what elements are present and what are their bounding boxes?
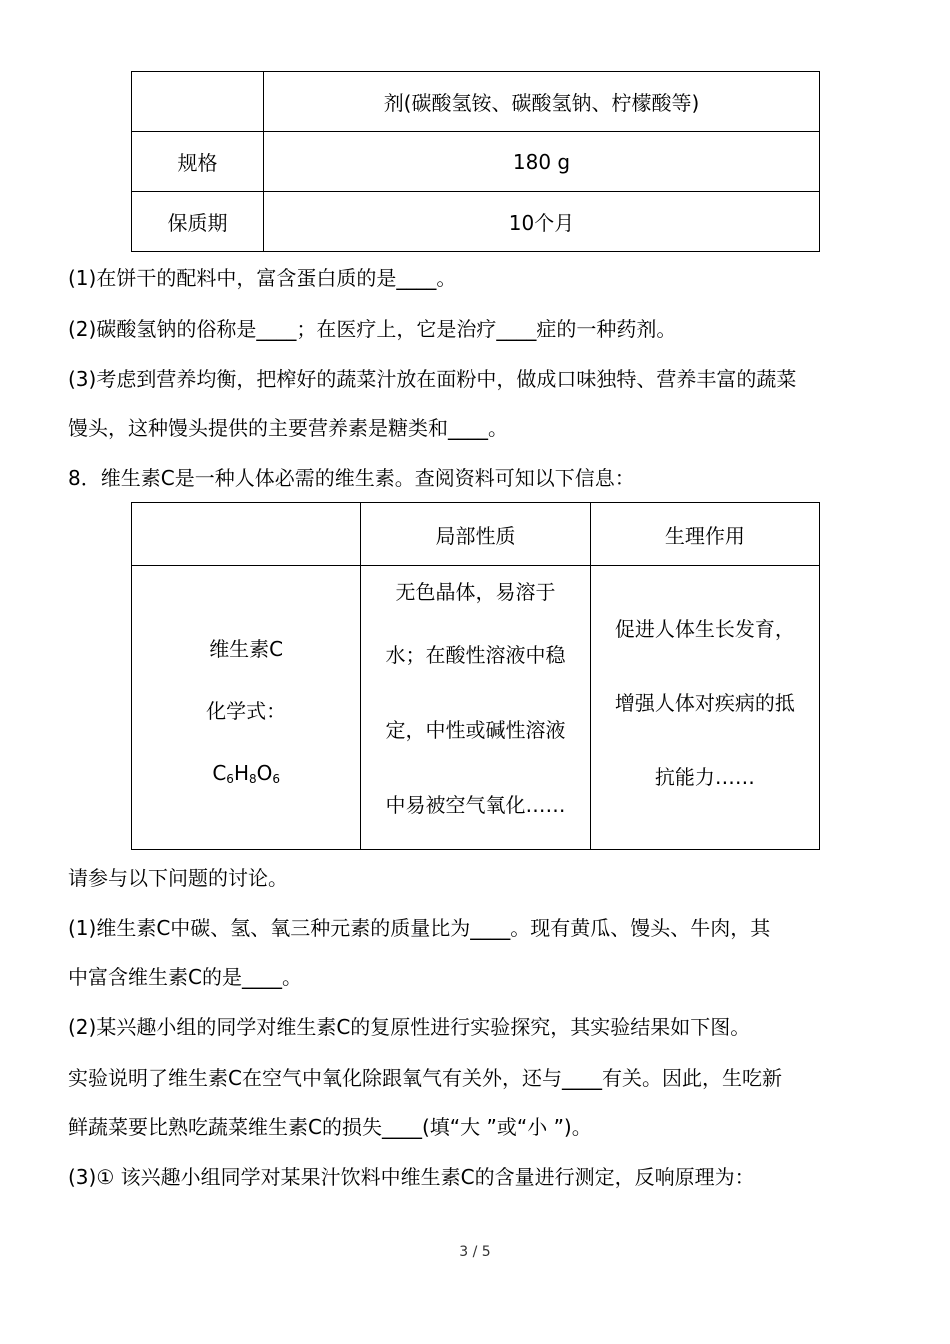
table-row [132, 566, 820, 850]
text-line: 定，中性或碱性溶液 [385, 718, 566, 742]
table-cell: 剂(碳酸氢铵、碳酸氢钠、柠檬酸等) [264, 72, 820, 132]
text-line: 无色晶体，易溶于 [395, 580, 556, 604]
text-line: 增强人体对疾病的抵 [614, 690, 795, 715]
text-line: 水；在酸性溶液中稳 [385, 643, 566, 667]
question-line: 鲜蔬菜要比熟吃蔬菜维生素C的损失____(填“大 ”或“小 ”)。 [68, 1115, 592, 1139]
page-number: 3 / 5 [459, 1244, 491, 1260]
name-cell [132, 566, 361, 850]
table-cell: 保质期 [132, 192, 264, 252]
table-row [132, 72, 820, 132]
properties-cell [361, 566, 590, 850]
table-cell: 180 g [264, 132, 820, 192]
table-cell [132, 72, 264, 132]
question-line: (1)维生素C中碳、氢、氧三种元素的质量比为____。现有黄瓜、馒头、牛肉，其 [68, 916, 771, 940]
chemical-formula: $C_6H_8O_6$ [212, 760, 281, 786]
question-line: (3)考虑到营养均衡，把榨好的蔬菜汁放在面粉中，做成口味独特、营养丰富的蔬菜 [68, 367, 797, 391]
table-cell: 10个月 [264, 192, 820, 252]
question-line: (2)某兴趣小组的同学对维生素C的复原性进行实验探究，其实验结果如下图。 [68, 1015, 751, 1039]
function-cell [590, 566, 819, 850]
question-line: (3)① 该兴趣小组同学对某果汁饮料中维生素C的含量进行测定，反响原理为： [68, 1165, 755, 1189]
question-line: (2)碳酸氢钠的俗称是____；在医疗上，它是治疗____症的一种药剂。 [68, 317, 677, 341]
formula-label: 化学式： [206, 698, 287, 723]
question-line: 馒头，这种馒头提供的主要营养素是糖类和____。 [68, 416, 508, 440]
table-header-cell: 局部性质 [361, 503, 590, 566]
table-header-row [132, 503, 820, 566]
text-line: 抗能力…… [654, 764, 755, 789]
question-line: 请参与以下问题的讨论。 [68, 866, 288, 890]
vitamin-name: 维生素C [209, 636, 284, 661]
question-line: 实验说明了维生素C在空气中氧化除跟氧气有关外，还与____有关。因此，生吃新 [68, 1066, 782, 1090]
text-line: 中易被空气氧化…… [385, 793, 566, 817]
table-row [132, 132, 820, 192]
table-cell: 规格 [132, 132, 264, 192]
ingredient-table [131, 71, 820, 252]
question-line: 中富含维生素C的是____。 [68, 965, 302, 989]
table-header-cell: 生理作用 [590, 503, 819, 566]
table-row [132, 192, 820, 252]
table-header-cell [132, 503, 361, 566]
question-line: (1)在饼干的配料中，富含蛋白质的是____。 [68, 266, 457, 290]
text-line: 促进人体生长发育， [614, 616, 795, 641]
vitamin-c-table [131, 502, 820, 850]
question-line: 8．维生素C是一种人体必需的维生素。查阅资料可知以下信息： [68, 466, 635, 490]
